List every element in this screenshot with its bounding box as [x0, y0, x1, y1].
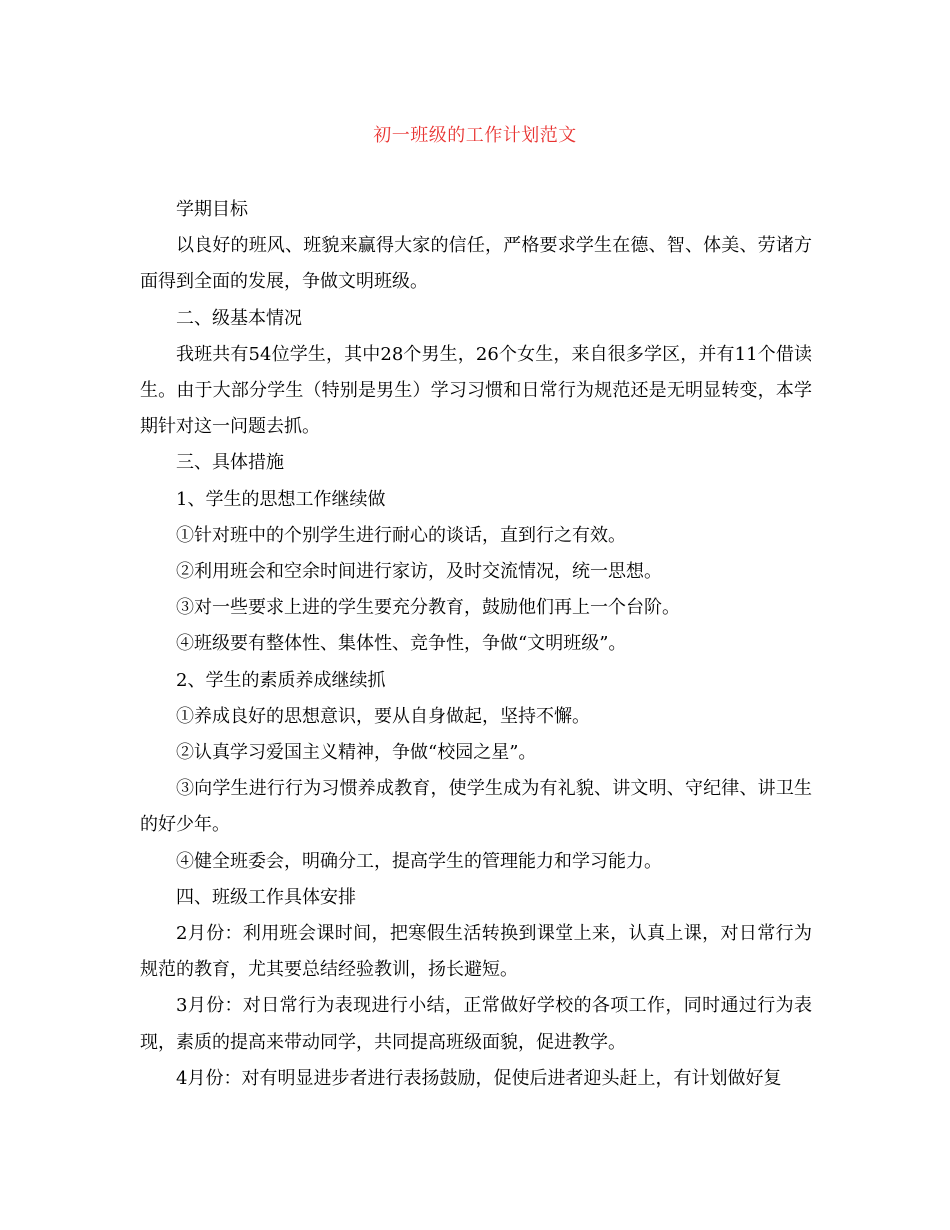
paragraph: 学期目标 [176, 199, 248, 220]
paragraph: ④班级要有整体性、集体性、竞争性，争做“文明班级”。 [176, 633, 627, 655]
paragraph: ③向学生进行行为习惯养成教育，使学生成为有礼貌、讲文明、守纪律、讲卫生的好少年。 [140, 778, 812, 836]
paragraph: 2、学生的素质养成继续抓 [176, 669, 386, 691]
paragraph: 二、级基本情况 [176, 307, 302, 329]
paragraph: ④健全班委会，明确分工，提高学生的管理能力和学习能力。 [176, 850, 662, 872]
paragraph: 我班共有54位学生，其中28个男生，26个女生，来自很多学区，并有11个借读生。由于大部分学生（特别是男生）学习习惯和日常行为规范还是无明显转变，本学期针对这一问题去抓。 [140, 343, 812, 438]
document-title: 初一班级的工作计划范文 [373, 125, 577, 146]
paragraph: 四、班级工作具体安排 [176, 886, 356, 908]
paragraph: 4月份：对有明显进步者进行表扬鼓励，促使后进者迎头赶上，有计划做好复 [176, 1067, 782, 1089]
paragraph: 以良好的班风、班貌来赢得大家的信任，严格要求学生在德、智、体美、劳诸方面得到全面的发展，争做文明班级。 [140, 235, 812, 293]
paragraph: 1、学生的思想工作继续做 [176, 488, 386, 510]
paragraph: 3月份：对日常行为表现进行小结，正常做好学校的各项工作，同时通过行为表现，素质的提高来带动同学，共同提高班级面貌，促进教学。 [140, 995, 812, 1053]
paragraph: ②利用班会和空余时间进行家访，及时交流情况，统一思想。 [176, 561, 662, 583]
paragraph: 三、具体措施 [176, 452, 284, 474]
paragraph: 2月份：利用班会课时间，把寒假生活转换到课堂上来，认真上课，对日常行为规范的教育，尤其要总结经验教训，扬长避短。 [140, 923, 812, 981]
paragraph: ①针对班中的个别学生进行耐心的谈话，直到行之有效。 [176, 524, 626, 546]
document-body [140, 192, 812, 1097]
paragraph: ①养成良好的思想意识，要从自身做起，坚持不懈。 [176, 705, 590, 727]
paragraph: ③对一些要求上进的学生要充分教育，鼓励他们再上一个台阶。 [176, 597, 680, 619]
paragraph: ②认真学习爱国主义精神，争做“校园之星”。 [176, 742, 537, 764]
